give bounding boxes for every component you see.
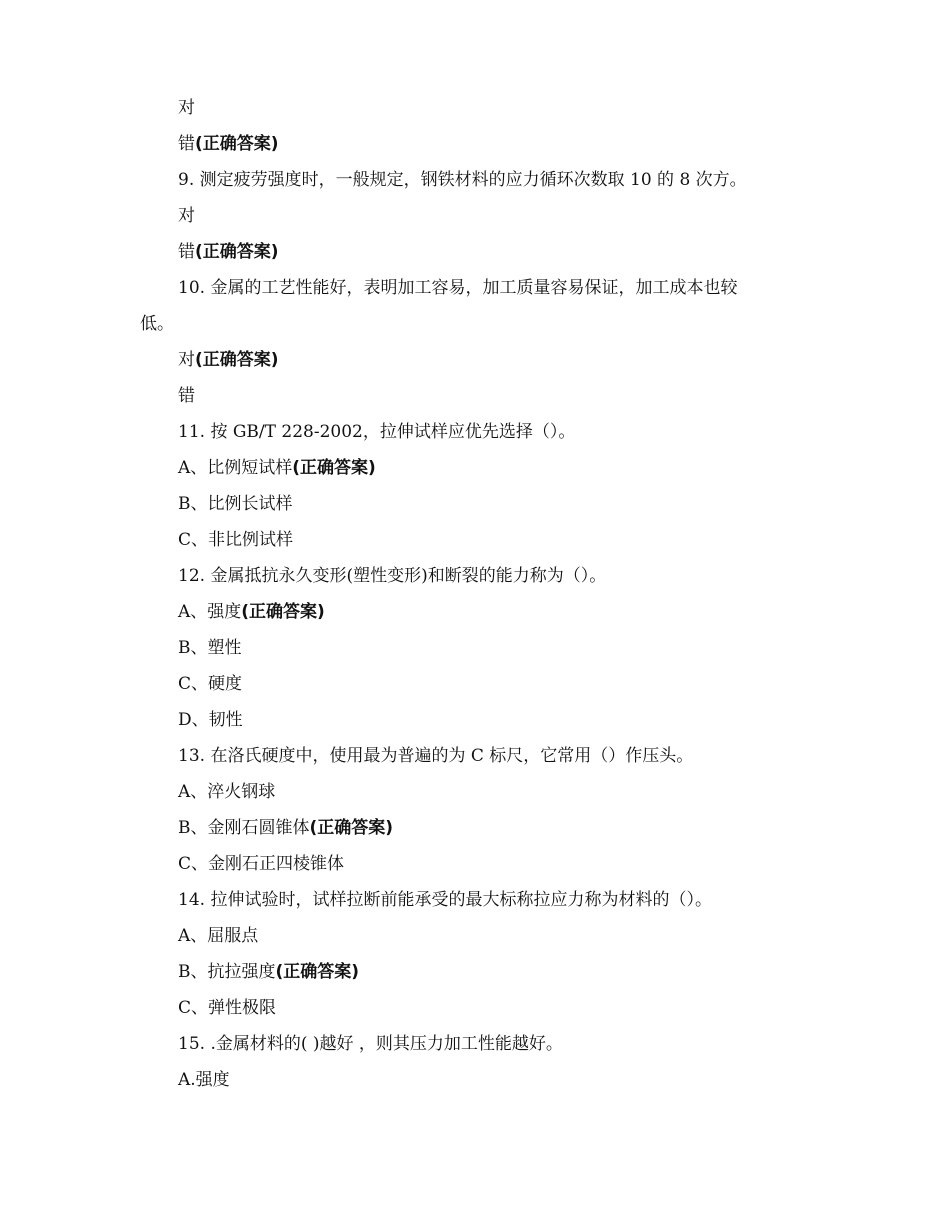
answer-option: A、淬火钢球 (178, 782, 276, 802)
answer-option: D、韧性 (178, 710, 243, 730)
answer-option: C、非比例试样 (178, 530, 294, 550)
answer-option: A.强度 (178, 1070, 230, 1090)
answer-option: 错(正确答案) (178, 134, 279, 154)
question-10: 10. 金属的工艺性能好，表明加工容易，加工质量容易保证，加工成本也较 (178, 278, 738, 298)
answer-option: 错(正确答案) (178, 242, 279, 262)
answer-option: 对 (178, 206, 195, 226)
correct-answer-mark: (正确答案) (275, 962, 360, 982)
answer-option: B、比例长试样 (178, 494, 293, 514)
answer-option: B、塑性 (178, 638, 242, 658)
question-11: 11. 按 GB/T 228-2002，拉伸试样应优先选择（）。 (178, 422, 576, 442)
correct-answer-mark: (正确答案) (309, 818, 394, 838)
answer-option: 错 (178, 386, 195, 406)
question-10-continued: 低。 (140, 314, 174, 334)
answer-option: C、金刚石正四棱锥体 (178, 854, 345, 874)
answer-option: 对(正确答案) (178, 350, 279, 370)
answer-option: A、比例短试样(正确答案) (178, 458, 376, 478)
answer-option: A、强度(正确答案) (178, 602, 325, 622)
correct-answer-mark: (正确答案) (195, 350, 279, 370)
answer-option: A、屈服点 (178, 926, 259, 946)
question-14: 14. 拉伸试验时，试样拉断前能承受的最大标称拉应力称为材料的（）。 (178, 890, 712, 910)
answer-option: B、金刚石圆锥体(正确答案) (178, 818, 394, 838)
answer-option: B、抗拉强度(正确答案) (178, 962, 360, 982)
correct-answer-mark: (正确答案) (195, 242, 279, 262)
correct-answer-mark: (正确答案) (241, 602, 325, 622)
question-13: 13. 在洛氏硬度中，使用最为普遍的为 C 标尺，它常用（）作压头。 (178, 746, 694, 766)
question-12: 12. 金属抵抗永久变形(塑性变形)和断裂的能力称为（）。 (178, 566, 607, 586)
answer-option: C、弹性极限 (178, 998, 277, 1018)
answer-option: 对 (178, 98, 195, 118)
answer-option: C、硬度 (178, 674, 243, 694)
question-9: 9. 测定疲劳强度时，一般规定，钢铁材料的应力循环次数取 10 的 8 次方。 (178, 170, 747, 190)
correct-answer-mark: (正确答案) (195, 134, 279, 154)
correct-answer-mark: (正确答案) (292, 458, 376, 478)
question-15: 15. .金属材料的( )越好 ，则其压力加工性能越好。 (178, 1034, 563, 1054)
